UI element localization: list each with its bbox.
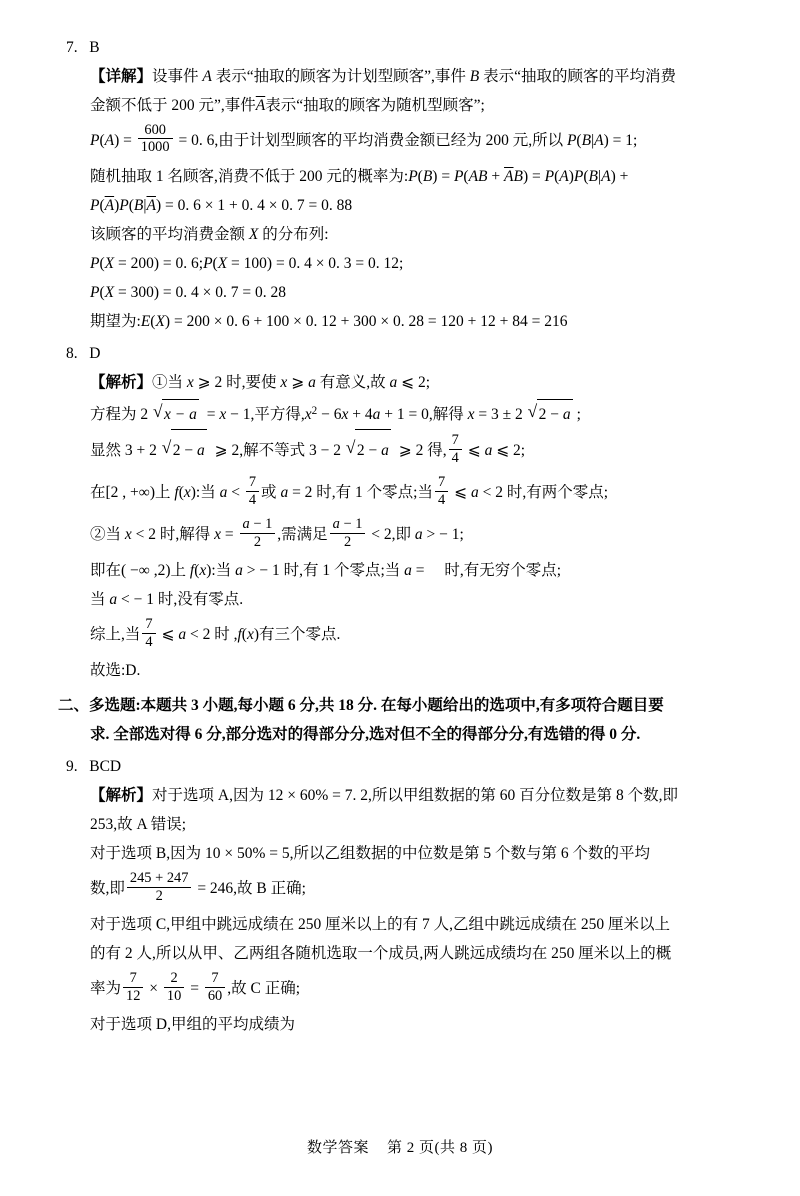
question-9-line-3: 对于选项 B,因为 10 × 50% = 5,所以乙组数据的中位数是第 5 个数与第 6 个数的平均 xyxy=(90,845,650,863)
page-content xyxy=(58,34,748,1039)
question-8-line-8: 综上,当 $\frac{7}{4}$ ⩽ a < 2 时 ,f(x)有三个零点. xyxy=(90,616,341,650)
question-7-line-2: 金额不低于 200 元”,事件$\overline{A}$表示“抽取的顾客为随机型顾客”; xyxy=(90,97,485,114)
question-8-line-6: 即在( −∞ ,2)上 f(x):当 a > − 1 时,有 1 个零点;当 a = 时,有无穷个零点; xyxy=(90,562,562,580)
question-7-line-8: P(X = 300) = 0. 4 × 0. 7 = 0. 28 xyxy=(90,284,286,301)
question-8-line-2: 方程为 2 √ x − a = x − 1,平方得$,x^2 - 6x + 4a + 1 = 0$,解得 x = 3 ± 2 √ 2 − a ; xyxy=(90,397,748,429)
question-8-line-3: 显然 3 + 2 √ 2 − a ⩾ 2,解不等式 3 − 2 √ 2 − a ⩾ 2 得, $\frac{7}{4}$ ⩽ a ⩽ 2; xyxy=(90,429,748,472)
question-7-line-1: 【详解】设事件 A 表示“抽取的顾客为计划型顾客”,事件 B 表示“抽取的顾客的平均消费 xyxy=(90,68,676,85)
question-9-line-5: 对于选项 C,甲组中跳远成绩在 250 厘米以上的有 7 人,乙组中跳远成绩在 250 厘米以上 xyxy=(90,916,670,934)
question-9-answer: BCD xyxy=(89,758,122,776)
question-7-line-6: 该顾客的平均消费金额 X 的分布列: xyxy=(90,226,329,243)
question-7-line-3: P(A) = $\frac{600}{1000}$ = 0. 6,由于计划型顾客的平均消费金额已经为 200 元,所以 P(B|A) = 1; xyxy=(90,122,638,156)
question-7-number: 7. xyxy=(66,39,78,56)
question-9-line-6: 的有 2 人,所以从甲、乙两组各随机选取一个成员,两人跳远成绩均在 250 厘米以上的概 xyxy=(90,945,672,963)
footer-page-number: 第 2 页(共 8 页) xyxy=(387,1140,493,1156)
question-7-line-5: $P(\overline{A})P(B|\overline{A}) = 0$. 6 × 1 + 0. 4 × 0. 7 = 0. 88 xyxy=(90,197,353,214)
question-9-line-8: 对于选项 D,甲组的平均成绩为 xyxy=(90,1016,295,1034)
question-9-line-4: 数,即 $\frac{245 + 247}{2}$ = 246,故 B 正确; xyxy=(90,870,306,904)
section-heading-line-1: 二、多选题:本题共 3 小题,每小题 6 分,共 18 分. 在每小题给出的选项中,有多项符合题目要 xyxy=(58,697,664,715)
question-8-line-1: 【解析】①当 x ⩾ 2 时,要使 x ⩾ a 有意义,故 a ⩽ 2; xyxy=(90,374,430,391)
question-8-line-4: 在[2 , +∞)上 f(x):当 a < $\frac{7}{4}$ 或 a = 2 时,有 1 个零点;当 $\frac{7}{4}$ ⩽ a < 2 时,有两个零点; xyxy=(90,474,609,508)
section-heading-line-2: 求. 全部选对得 6 分,部分选对的得部分分,选对但不全的得部分分,有选错的得 0 分. xyxy=(90,726,641,744)
question-9-number-and-answer xyxy=(66,753,748,781)
question-7-answer: B xyxy=(89,39,100,56)
question-7-number-and-answer xyxy=(66,34,748,62)
question-9-line-2: 253,故 A 错误; xyxy=(90,816,187,834)
page-footer xyxy=(0,1136,800,1157)
question-8-number: 8. xyxy=(66,345,78,362)
question-9-line-1: 【解析】对于选项 A,因为 12 × 60% = 7. 2,所以甲组数据的第 60 百分位数是第 8 个数,即 xyxy=(90,787,678,805)
question-9-line-7: 率为 $\frac{7}{12}$ × $\frac{2}{10}$ = $\frac{7}{60}$ ,故 C 正确; xyxy=(90,970,301,1004)
question-7-line-9: 期望为:E(X) = 200 × 0. 6 + 100 × 0. 12 + 300 × 0. 28 = 120 + 12 + 84 = 216 xyxy=(90,313,568,330)
question-8-line-7: 当 a < − 1 时,没有零点. xyxy=(90,591,244,609)
question-8-line-5: ②当 x < 2 时,解得 x = $\frac{a - 1}{2}$ ,需满足 $\frac{a - 1}{2}$ < 2,即 a > − 1; xyxy=(90,516,464,550)
footer-title: 数学答案 xyxy=(306,1140,369,1156)
question-8-number-and-answer xyxy=(66,340,748,368)
question-9-number: 9. xyxy=(66,758,78,776)
question-8-answer: D xyxy=(89,345,101,362)
question-8-line-9: 故选:D. xyxy=(90,662,141,680)
handwritten-scribble-icon xyxy=(428,564,444,577)
question-7-line-7: P(X = 200) = 0. 6;P(X = 100) = 0. 4 × 0. 3 = 0. 12; xyxy=(90,255,404,272)
question-7-line-4: 随机抽取 1 名顾客,消费不低于 200 元的概率为:P(B) = $P(AB + \overline{A}B) = P(A)P(B|A)$ + xyxy=(90,168,629,185)
